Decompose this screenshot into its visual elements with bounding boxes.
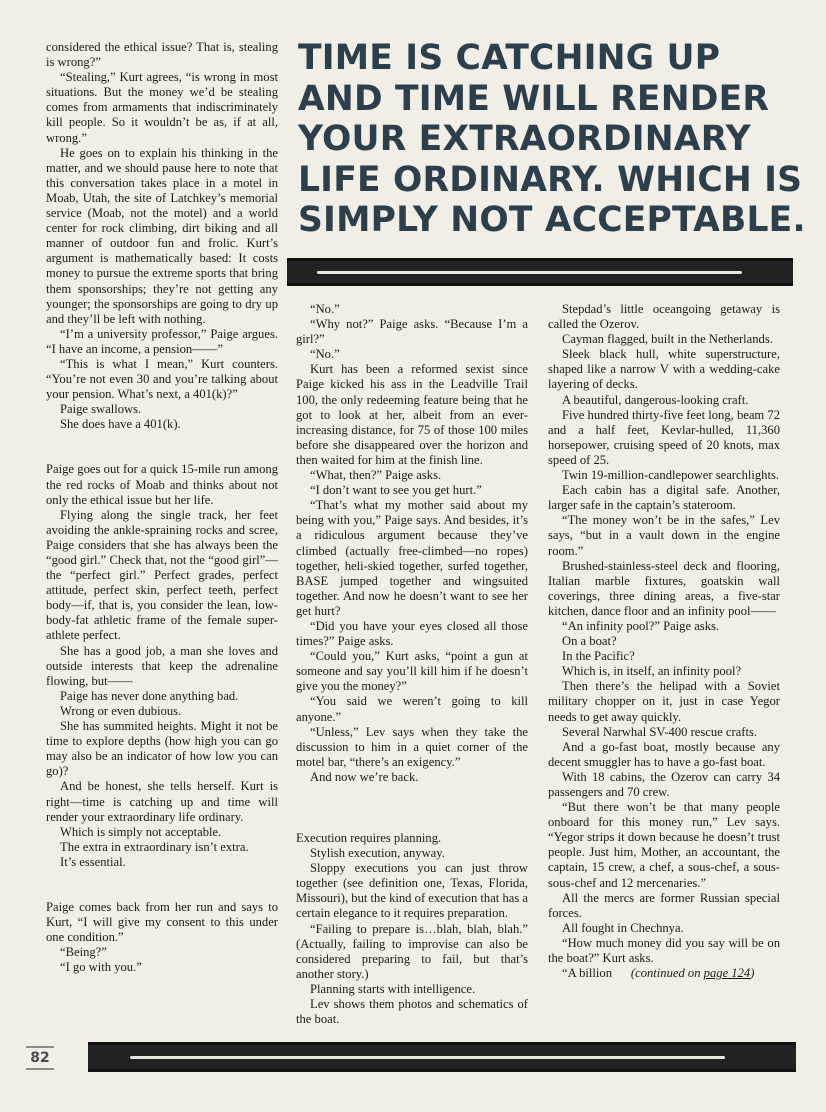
paragraph: Five hundred thirty-five feet long, beam 72 and a half feet, Kevlar-hulled, 11,360 horsepower, cruising speed of 20 knots, max speed of 25. (548, 407, 780, 467)
paragraph: She does have a 401(k). (60, 417, 181, 432)
paragraph: Stepdad’s little oceangoing getaway is called the Ozerov. (548, 302, 780, 332)
paragraph: “I’m a university professor,” Paige argues. “I have an income, a pension——” (46, 326, 278, 356)
paragraph: “Could you,” Kurt asks, “point a gun at someone and say you’ll kill him if he doesn’t give you the money?” (296, 649, 528, 694)
continued-page-link[interactable]: page 124 (703, 966, 751, 981)
paragraph: “The money won’t be in the safes,” Lev says, “but in a vault down in the engine room.” (548, 513, 780, 558)
paragraph: “Stealing,” Kurt agrees, “is wrong in most situations. But the money we’d be stealing comes from armaments that indiscriminately kill people. So it wouldn’t be as, if at all, wrong.” (46, 70, 278, 145)
paragraph: Execution requires planning. (296, 831, 442, 845)
paragraph: Sleek black hull, white superstructure, shaped like a narrow V with a wedding-cake layering of decks. (548, 347, 780, 392)
pull-quote (298, 38, 806, 241)
paragraph: “What, then?” Paige asks. (310, 468, 442, 483)
paragraph: “Why not?” Paige asks. “Because I’m a girl?” (296, 317, 528, 347)
pull-quote-line: YOUR EXTRAORDINARY (298, 119, 751, 159)
paragraph: Which is, in itself, an infinity pool? (562, 664, 742, 679)
continued-prefix: (continued on (630, 966, 704, 981)
paragraph: All fought in Chechnya. (562, 920, 684, 935)
paragraph: Then there’s the helipad with a Soviet military chopper on it, just in case Yegor needs to get away quickly. (548, 679, 780, 724)
paragraph: “I go with you.” (60, 960, 142, 975)
paragraph: “That’s what my mother said about my being with you,” Paige says. And besides, it’s a ridiculous argument because they’ve climbed (actually free-climbed—no ropes) together, heli-skied together, surfed together, BASE jumped together and wingsuited together. And now he doesn’t want to see her get hurt? (296, 498, 528, 618)
paragraph: considered the ethical issue? That is, stealing is wrong?” (46, 40, 278, 70)
paragraph: Stylish execution, anyway. (310, 846, 445, 861)
paragraph: Brushed-stainless-steel deck and flooring, Italian marble fixtures, goatskin wall coverings, three dining areas, a five-star kitchen, dance floor and an infinity pool—— (548, 558, 780, 618)
paragraph: “An infinity pool?” Paige asks. (562, 618, 720, 633)
paragraph: “No.” (310, 347, 340, 362)
pull-quote-line: LIFE ORDINARY. WHICH IS (298, 159, 803, 200)
paragraph: Paige has never done anything bad. (60, 688, 239, 703)
paragraph: Wrong or even dubious. (60, 703, 182, 718)
paragraph: On a boat? (562, 634, 617, 649)
pull-quote-line: AND TIME WILL RENDER (298, 78, 770, 119)
paragraph: Which is simply not acceptable. (60, 824, 222, 839)
paragraph: And now we’re back. (310, 769, 419, 784)
paragraph: And be honest, she tells herself. Kurt is right—time is catching up and time will render your extraordinary life ordinary. (46, 779, 278, 824)
paragraph: “I don’t want to see you get hurt.” (310, 483, 482, 498)
continued-suffix: ) (750, 966, 755, 981)
paragraph: In the Pacific? (562, 649, 635, 664)
paragraph: “How much money did you say will be on the boat?” Kurt asks. (548, 935, 780, 966)
paragraph: “Did you have your eyes closed all those times?” Paige asks. (296, 618, 528, 649)
pull-quote-line: SIMPLY NOT ACCEPTABLE. (298, 200, 806, 240)
paragraph: Paige swallows. (60, 402, 142, 417)
paragraph: Cayman flagged, built in the Netherlands. (562, 332, 773, 347)
paragraph: Lev shows them photos and schematics of the boat. (296, 997, 528, 1027)
text-column-left (46, 40, 278, 975)
paragraph: Each cabin has a digital safe. Another, larger safe in the captain’s stateroom. (548, 483, 780, 513)
text-column-right (548, 302, 780, 981)
paragraph: Sloppy executions you can just throw together (see definition one, Texas, Florida, Missouri), but the kind of execution that has a certain elegance to it requires preparation. (296, 861, 528, 921)
paragraph: The extra in extraordinary isn’t extra. (60, 839, 249, 854)
paragraph: She has a good job, a man she loves and outside interests that keep the adrenaline flowing, but—— (46, 643, 278, 688)
paragraph: Kurt has been a reformed sexist since Paige kicked his ass in the Leadville Trail 100, the only redeeming feature being that he got to look at her, albeit from an ever-increasing distance, for 75 of those 100 miles before she disappeared over the horizon and then waited for him at the finish line. (296, 362, 528, 467)
paragraph: “No.” (310, 302, 340, 316)
paragraph: “You said we weren’t going to kill anyone.” (296, 694, 528, 724)
paragraph: “Being?” (60, 945, 107, 960)
paragraph: Flying along the single track, her feet avoiding the ankle-spraining rocks and scree, Paige considers that she has always been the “good girl.” Check that, not the “good girl”—the “perfect girl.” Perfect grades, perfect attitude, perfect skin, perfect teeth, perfect body—if, that is, you consider the lean, low-body-fat athletic frame of the female super-athlete perfect. (46, 507, 278, 643)
brush-stroke-divider (287, 258, 793, 286)
pull-quote-line: TIME IS CATCHING UP (298, 38, 721, 78)
paragraph: It’s essential. (60, 854, 126, 869)
paragraph: Paige goes out for a quick 15-mile run among the red rocks of Moab and thinks about not only the ethical issue but her life. (46, 462, 278, 507)
paragraph: And a go-fast boat, mostly because any decent smuggler has to have a go-fast boat. (548, 739, 780, 769)
paragraph: Planning starts with intelligence. (310, 981, 476, 996)
paragraph: Twin 19-million-candlepower searchlights. (562, 468, 780, 483)
paragraph: “Unless,” Lev says when they take the discussion to him in a quiet corner of the motel bar, “there’s an exigency.” (296, 724, 528, 769)
paragraph: She has summited heights. Might it not be time to explore depths (how high you can go may also be an indicator of how low you can go)? (46, 719, 278, 779)
continued-note (631, 966, 754, 980)
paragraph: A beautiful, dangerous-looking craft. (562, 392, 749, 407)
paragraph: All the mercs are former Russian special forces. (548, 890, 780, 920)
paragraph: Paige comes back from her run and says to Kurt, “I will give my consent to this under one condition.” (46, 899, 278, 945)
brush-stroke-footer (88, 1042, 796, 1072)
continued-line (548, 966, 780, 981)
paragraph: “Failing to prepare is…blah, blah, blah.” (Actually, failing to improvise can also be considered preparing to fail, but that’s another story.) (296, 921, 528, 981)
paragraph: With 18 cabins, the Ozerov can carry 34 passengers and 70 crew. (548, 769, 780, 799)
paragraph: “This is what I mean,” Kurt counters. “You’re not even 30 and you’re talking about your pension. What’s next, a 401(k)?” (46, 356, 278, 402)
page-number: 82 (20, 1040, 60, 1076)
text-column-middle (296, 302, 528, 1027)
paragraph: He goes on to explain his thinking in the matter, and we should pause here to note that this conversation takes place in a motel in Moab, Utah, the site of Latchkey’s memorial service (Moab, not the motel) and a world center for rock climbing, dirt biking and all manner of outdoor fun and frolic. Kurt’s argument is mathematically based: It costs money to pursue the extreme sports that bring them sponsorships; they’re not getting any younger; the sponsorships are going to dry up and they’ll be left with nothing. (46, 145, 278, 326)
continued-lead: “A billion (562, 966, 613, 981)
paragraph: Several Narwhal SV-400 rescue crafts. (562, 724, 758, 739)
paragraph: “But there won’t be that many people onboard for this money run,” Lev says. “Yegor strips it down because he doesn’t trust people. Just him, Mother, an accountant, the captain, 15 crew, a chef, a sous-chef, a sous-sous-chef and 12 mercenaries.” (548, 800, 780, 890)
